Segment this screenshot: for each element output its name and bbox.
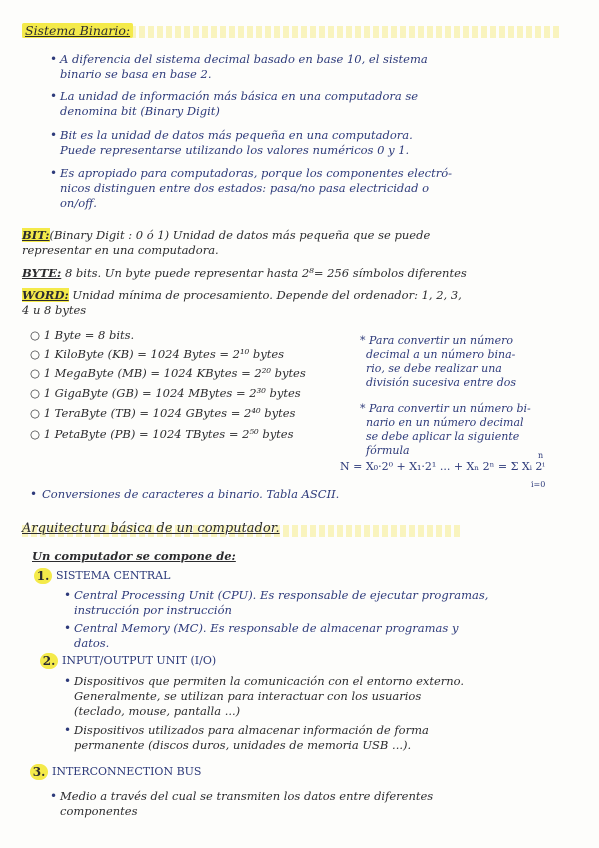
note-line: * Para convertir un número <box>360 334 513 347</box>
bullet-text: permanente (discos duros, unidades de memoria USB ...). <box>74 738 412 752</box>
formula: N = X₀·2⁰ + X₁·2¹ ... + Xₙ 2ⁿ = Σ Xᵢ 2ⁱ <box>340 460 545 473</box>
def-bit-cont: representar en una computadora. <box>22 243 219 257</box>
unit-item: ○ 1 Byte = 8 bits. <box>30 328 135 342</box>
part-title: INTERCONNECTION BUS <box>52 765 202 778</box>
bullet-text: Dispositivos utilizados para almacenar información de forma <box>74 723 429 737</box>
bullet-text: Puede representarse utilizando los valores numéricos 0 y 1. <box>60 143 410 157</box>
bullet-dot: • <box>50 52 58 66</box>
bullet-text: datos. <box>74 636 110 650</box>
note-line: fórmula <box>366 444 410 457</box>
formula-lower-limit: i=0 <box>531 480 546 489</box>
bullet-text: instrucción por instrucción <box>74 603 232 617</box>
bullet-text: Central Memory (MC). Es responsable de almacenar programas y <box>74 621 459 635</box>
conversion-text: Conversiones de caracteres a binario. Tabla ASCII. <box>42 487 340 501</box>
part-number-badge: 1. <box>34 568 52 584</box>
bullet-text: denomina bit (Binary Digit) <box>60 104 220 118</box>
bullet-text: on/off. <box>60 196 97 210</box>
formula-upper-limit: n <box>538 451 544 460</box>
def-byte: BYTE: 8 bits. Un byte puede representar hasta 2⁸= 256 símbolos diferentes <box>22 266 467 280</box>
part-title: SISTEMA CENTRAL <box>56 569 171 582</box>
note-line: se debe aplicar la siguiente <box>366 430 520 443</box>
bullet-text: Central Processing Unit (CPU). Es responsable de ejecutar programas, <box>74 588 489 602</box>
unit-item: ○ 1 MegaByte (MB) = 1024 KBytes = 2²⁰ bytes <box>30 366 306 380</box>
unit-item: ○ 1 GigaByte (GB) = 1024 MBytes = 2³⁰ bytes <box>30 386 301 400</box>
bullet-dot: • <box>64 621 72 635</box>
section-intro: Un computador se compone de: <box>32 549 236 563</box>
bullet-text: A diferencia del sistema decimal basado en base 10, el sistema <box>60 52 428 66</box>
section-title-binary: Sistema Binario: <box>22 24 133 38</box>
bullet-dot: • <box>64 588 72 602</box>
part-number-badge: 2. <box>40 653 58 669</box>
note-line: * Para convertir un número bi- <box>360 402 531 415</box>
bullet-dot: • <box>50 89 58 103</box>
part-title: INPUT/OUTPUT UNIT (I/O) <box>62 654 217 667</box>
bullet-dot: • <box>64 723 72 737</box>
section-title-architecture: Arquitectura básica de un computador. <box>22 521 280 536</box>
bullet-text: Generalmente, se utilizan para interactuar con los usuarios <box>74 689 422 703</box>
part-number-badge: 3. <box>30 764 48 780</box>
def-bit: BIT:(Binary Digit : 0 ó 1) Unidad de datos más pequeña que se puede <box>22 228 431 242</box>
bullet-dot: • <box>50 166 58 180</box>
bullet-text: La unidad de información más básica en una computadora se <box>60 89 419 103</box>
note-line: división sucesiva entre dos <box>366 376 517 389</box>
note-line: decimal a un número bina- <box>366 348 516 361</box>
def-word: WORD: Unidad mínima de procesamiento. Depende del ordenador: 1, 2, 3, <box>22 288 462 302</box>
unit-item: ○ 1 TeraByte (TB) = 1024 GBytes = 2⁴⁰ bytes <box>30 406 296 420</box>
bullet-text: componentes <box>60 804 138 818</box>
note-line: nario en un número decimal <box>366 416 524 429</box>
def-word-cont: 4 u 8 bytes <box>22 303 87 317</box>
bullet-text: binario se basa en base 2. <box>60 67 212 81</box>
note-line: rio, se debe realizar una <box>366 362 502 375</box>
unit-item: ○ 1 KiloByte (KB) = 1024 Bytes = 2¹⁰ bytes <box>30 347 285 361</box>
bullet-dot: • <box>30 487 38 501</box>
bullet-dot: • <box>50 128 58 142</box>
bullet-text: Es apropiado para computadoras, porque los componentes electró- <box>60 166 453 180</box>
bullet-text: nicos distinguen entre dos estados: pasa/no pasa electricidad o <box>60 181 430 195</box>
bullet-dot: • <box>64 674 72 688</box>
unit-item: ○ 1 PetaByte (PB) = 1024 TBytes = 2⁵⁰ bytes <box>30 427 294 441</box>
bullet-text: Medio a través del cual se transmiten los datos entre diferentes <box>60 789 434 803</box>
bullet-text: (teclado, mouse, pantalla ...) <box>74 704 241 718</box>
bullet-dot: • <box>50 789 58 803</box>
bullet-text: Dispositivos que permiten la comunicación con el entorno externo. <box>74 674 465 688</box>
bullet-text: Bit es la unidad de datos más pequeña en una computadora. <box>60 128 413 142</box>
